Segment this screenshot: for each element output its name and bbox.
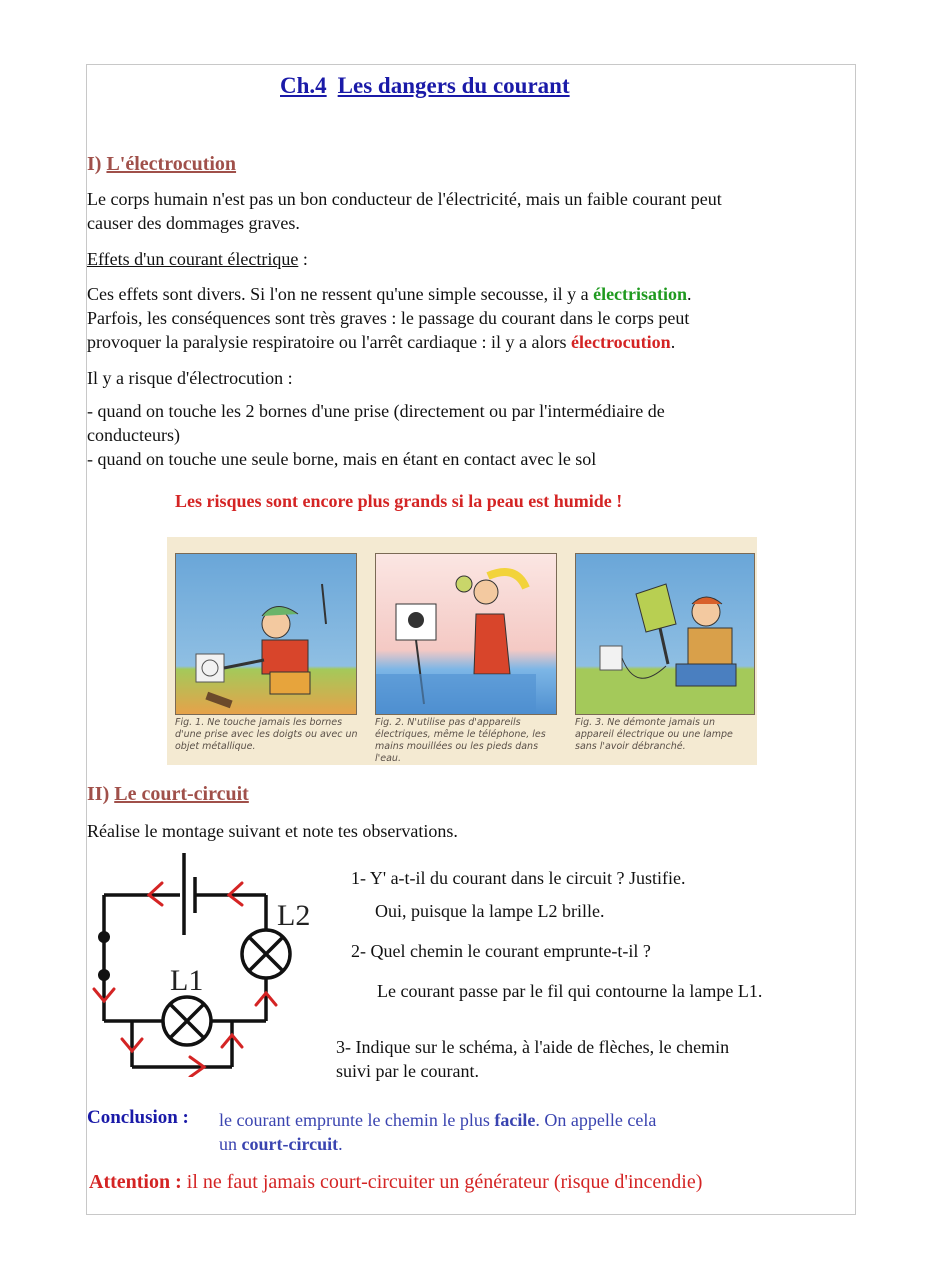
lamp-l1-label: L1 [170,964,204,997]
answer-1: Oui, puisque la lampe L2 brille. [375,901,605,921]
figure-1-caption: Fig. 1. Ne touche jamais les bornes d'une prise avec les doigts ou avec un objet métallique. [175,717,358,752]
question-3-line: suivi par le courant. [336,1061,479,1081]
figure-1-image [175,553,357,715]
document-page [86,64,856,1215]
text: . On appelle cela [535,1110,657,1130]
page-title [280,73,570,99]
attention-note [89,1171,702,1194]
section-2-title: Le court-circuit [114,783,249,805]
conclusion-line [219,1108,656,1132]
effects-paragraph [87,282,692,354]
section-2-heading [87,783,249,806]
attention-label: Attention : [89,1171,182,1193]
figure-2-caption: Fig. 2. N'utilise pas d'appareils électriques, même le téléphone, les mains mouillées ou les pieds dans l'eau. [375,717,546,764]
woman-bath-illustration [376,554,556,714]
switch-terminal [98,931,110,943]
conclusion-label: Conclusion : [87,1107,189,1128]
section-1-number: I) [87,153,102,175]
text: provoquer la paralysie respiratoire ou l'arrêt cardiaque : il y a alors [87,332,572,352]
effects-line: Parfois, les conséquences sont très graves : le passage du courant dans le corps peut [87,308,690,328]
attention-text: il ne faut jamais court-circuiter un générateur (risque d'incendie) [181,1171,703,1193]
safety-illustration [167,537,757,765]
risk-intro: Il y a risque d'électrocution : [87,368,293,388]
chapter-number: Ch.4 [280,73,327,98]
effects-line [87,282,692,306]
risk-item-continued: conducteurs) [87,425,180,445]
intro-paragraph [87,187,722,235]
section-2-number: II) [87,783,110,805]
lamp-l2-label: L2 [277,899,311,932]
section-1-title: L'électrocution [106,153,237,175]
text: le courant emprunte le chemin le plus [219,1110,495,1130]
boy-outlet-illustration [176,554,356,714]
answer-2: Le courant passe par le fil qui contourne la lampe L1. [377,981,763,1001]
boy-lamp-illustration [576,554,754,714]
text: . [687,284,692,304]
text: un [219,1134,242,1154]
figure-3-caption: Fig. 3. Ne démonte jamais un appareil électrique ou une lampe sans l'avoir débranché. [575,717,733,752]
figure-3-image [575,553,755,715]
intro-line: causer des dommages graves. [87,213,300,233]
section-1-heading [87,153,236,176]
intro-line: Le corps humain n'est pas un bon conducteur de l'électricité, mais un faible courant peut [87,189,722,209]
risk-list [87,399,665,471]
question-2: 2- Quel chemin le courant emprunte-t-il ? [351,941,651,961]
conclusion-line [219,1132,656,1156]
circuit-diagram [92,847,322,1077]
effects-label [87,247,308,271]
term-electrisation: électrisation [593,284,688,304]
lamp-l2 [242,930,290,978]
effects-line [87,330,692,354]
term-electrocution: électrocution [571,332,671,352]
conclusion-text [219,1108,656,1156]
lamp-l1 [163,997,211,1045]
question-1: 1- Y' a-t-il du courant dans le circuit ? Justifie. [351,868,686,888]
question-3-line: 3- Indique sur le schéma, à l'aide de flèches, le chemin [336,1037,730,1057]
term-court-circuit: court-circuit [241,1134,339,1154]
text: . [338,1134,343,1154]
instruction-text: Réalise le montage suivant et note tes observations. [87,821,458,841]
effects-label-text: Effets d'un courant électrique [87,249,299,269]
chapter-title: Les dangers du courant [337,73,570,98]
figure-2-image [375,553,557,715]
colon: : [298,249,308,269]
humid-skin-warning: Les risques sont encore plus grands si la peau est humide ! [175,491,623,511]
term-facile: facile [494,1110,536,1130]
text: . [670,332,676,352]
risk-item: - quand on touche les 2 bornes d'une prise (directement ou par l'intermédiaire de [87,401,665,421]
switch-terminal [98,969,110,981]
text: Ces effets sont divers. Si l'on ne ressent qu'une simple secousse, il y a [87,284,594,304]
question-3 [336,1035,729,1083]
risk-item: - quand on touche une seule borne, mais en étant en contact avec le sol [87,449,597,469]
